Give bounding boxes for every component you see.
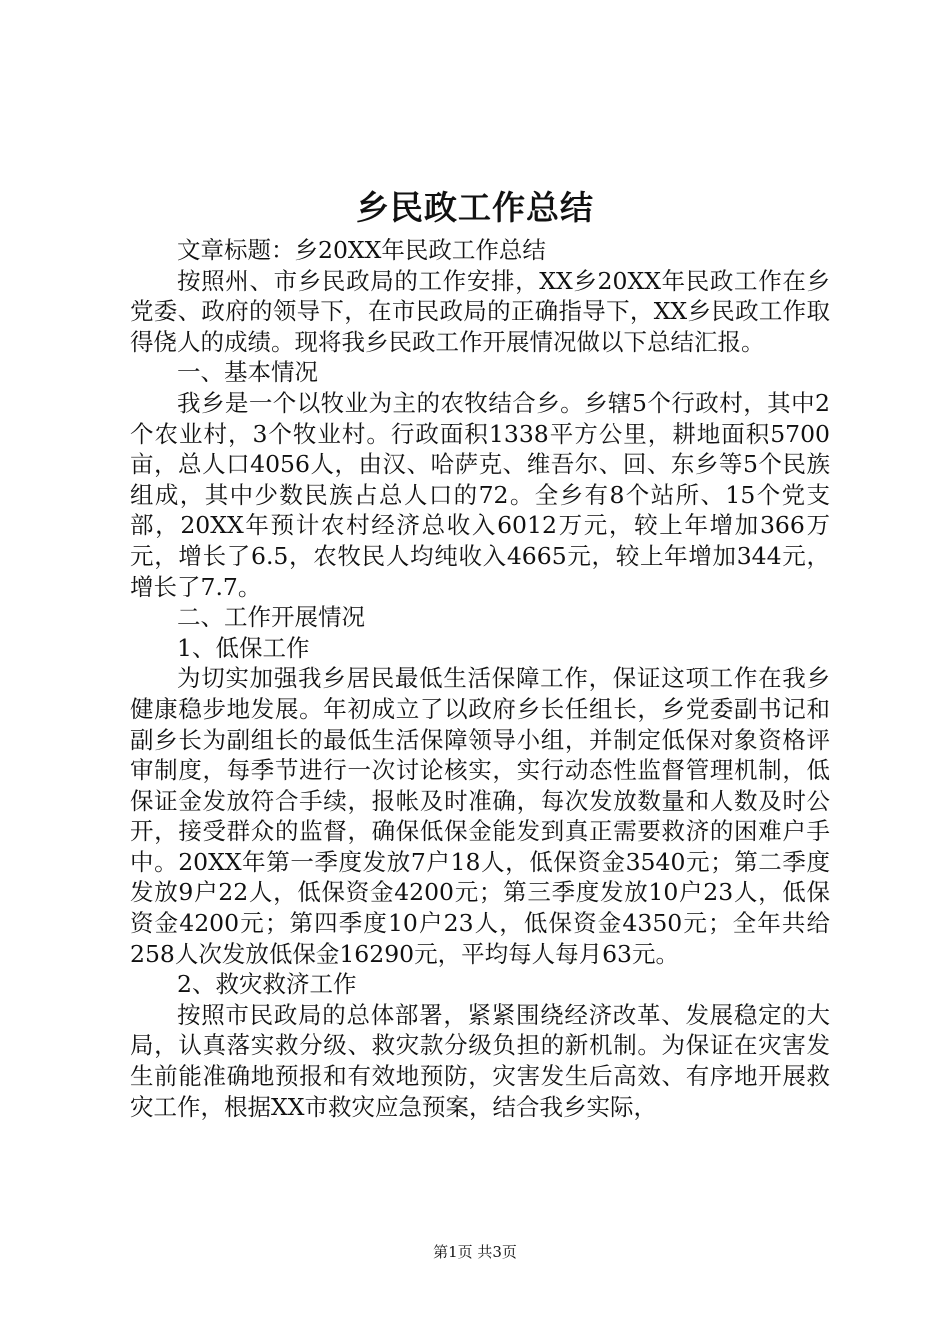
paragraph-low-income-security: 为切实加强我乡居民最低生活保障工作，保证这项工作在我乡健康稳步地发展。年初成立了以政府乡长任组长，乡党委副书记和副乡长为副组长的最低生活保障领导小组，并制定低保对象资格评审制度，每季节进行一次讨论核实，实行动态性监督管理机制，低保证金发放符合手续，报帐及时准确，每次发放数量和人数及时公开，接受群众的监督，确保低保金能发到真正需要救济的困难户手中。20XX年第一季度发放7户18人，低保资金3540元；第二季度发放9户22人，低保资金4200元；第三季度发放10户23人，低保资金4200元；第四季度10户23人，低保资金4350元；全年共给258人次发放低保金16290元，平均每人每月63元。 [130, 664, 830, 968]
heading-low-income-security: 1、低保工作 [177, 633, 310, 662]
paragraph-article-title: 文章标题：乡20XX年民政工作总结 [177, 236, 546, 264]
paragraph-intro: 按照州、市乡民政局的工作安排，XX乡20XX年民政工作在乡党委、政府的领导下，在市民政局的正确指导下，XX乡民政工作取得侥人的成绩。现将我乡民政工作开展情况做以下总结汇报。 [130, 266, 830, 356]
paragraph-disaster-relief: 按照市民政局的总体部署，紧紧围绕经济改革、发展稳定的大局，认真落实救分级、救灾款分级负担的新机制。为保证在灾害发生前能准确地预报和有效地预防，灾害发生后高效、有序地开展救灾工作，根据XX市救灾应急预案，结合我乡实际， [130, 1000, 830, 1121]
heading-work-progress: 二、工作开展情况 [177, 603, 365, 632]
heading-basic-situation: 一、基本情况 [177, 358, 318, 387]
document-body [130, 235, 830, 1122]
document-title: 乡民政工作总结 [356, 188, 594, 227]
heading-disaster-relief: 2、救灾救济工作 [177, 970, 357, 999]
paragraph-basic-situation: 我乡是一个以牧业为主的农牧结合乡。乡辖5个行政村，其中2个农业村，3个牧业村。行政面积1338平方公里，耕地面积5700亩，总人口4056人，由汉、哈萨克、维吾尔、回、东乡等5个民族组成，其中少数民族占总人口的72。全乡有8个站所、15个党支部，20XX年预计农村经济总收入6012万元，较上年增加366万元，增长了6.5，农牧民人均纯收入4665元，较上年增加344元，增长了7.7。 [130, 388, 830, 601]
page-number: 第1页 共3页 [433, 1243, 517, 1261]
